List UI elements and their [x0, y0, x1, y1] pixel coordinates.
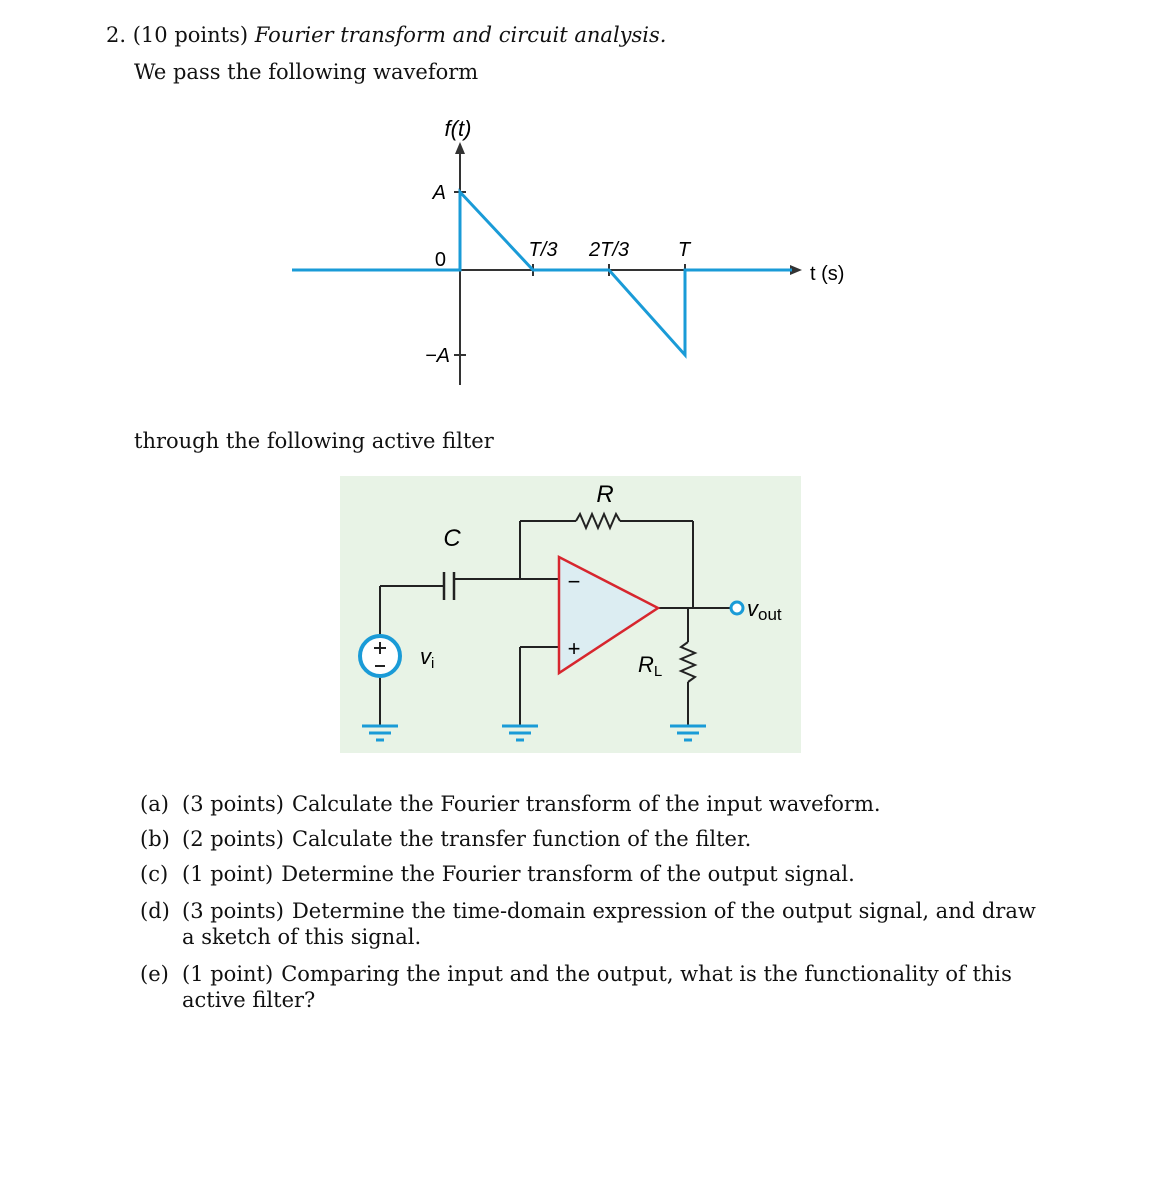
filter-text: through the following active filter	[134, 429, 494, 453]
y-tick-label-a: A	[432, 182, 446, 204]
waveform-line	[292, 192, 792, 355]
label-load: RL	[638, 652, 663, 680]
label-opamp-plus: +	[567, 636, 581, 661]
label-input: vi	[420, 644, 435, 672]
question-d-label: (d)	[140, 899, 170, 923]
question-d-text: Determine the time-domain expression of the output signal, and draw a sketch of this signal.	[182, 899, 1036, 949]
label-output: vout	[747, 596, 782, 624]
y-tick-label-zero: 0	[434, 249, 446, 271]
x-tick-label-t: T	[677, 239, 691, 261]
output-terminal-icon	[731, 602, 743, 614]
problem-title: Fourier transform and circuit analysis.	[254, 23, 667, 47]
label-capacitor: C	[443, 525, 461, 552]
y-axis-label: f(t)	[444, 116, 472, 141]
x-tick-label-t3: T/3	[528, 239, 558, 261]
problem-number: 2.	[106, 23, 127, 47]
question-e-points: (1 point)	[182, 962, 274, 986]
question-c-points: (1 point)	[182, 862, 274, 886]
label-opamp-minus: −	[567, 569, 581, 594]
question-b-text: Calculate the transfer function of the filter.	[291, 827, 752, 851]
question-a-label: (a)	[140, 792, 169, 816]
label-resistor: R	[596, 481, 614, 508]
x-axis-label: t (s)	[810, 263, 845, 285]
y-tick-label-neg-a: −A	[424, 345, 450, 367]
circuit-figure	[340, 476, 801, 753]
question-c-text: Determine the Fourier transform of the output signal.	[281, 862, 855, 886]
question-e-text: Comparing the input and the output, what is the functionality of this active filter?	[182, 962, 1012, 1012]
intro-text: We pass the following waveform	[134, 60, 479, 84]
question-c-label: (c)	[140, 862, 169, 886]
x-tick-label-2t3: 2T/3	[588, 239, 630, 261]
question-a-points: (3 points)	[182, 792, 284, 816]
problem-points: (10 points)	[132, 23, 249, 47]
question-b-label: (b)	[140, 827, 170, 851]
question-a-text: Calculate the Fourier transform of the input waveform.	[291, 792, 881, 816]
y-axis-arrow	[455, 142, 465, 154]
question-e-label: (e)	[140, 962, 169, 986]
waveform-figure	[0, 0, 1158, 420]
question-d-points: (3 points)	[182, 899, 284, 923]
question-b-points: (2 points)	[182, 827, 284, 851]
